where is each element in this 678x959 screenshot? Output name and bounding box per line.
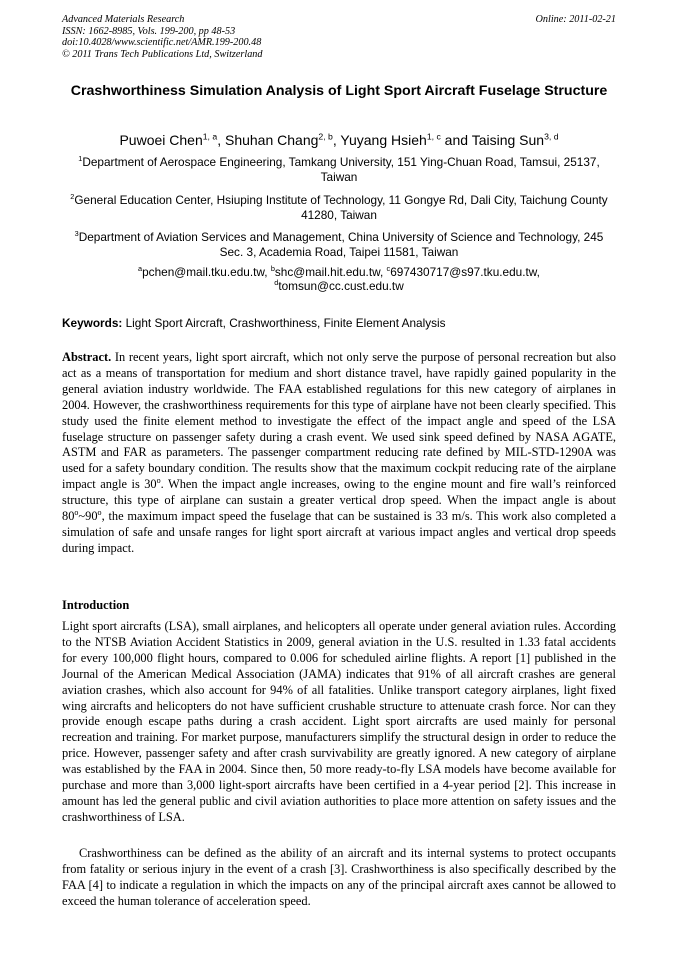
affiliation-number: 2 bbox=[70, 192, 75, 202]
affiliation-text: Department of Aviation Services and Management, China University of Science and Technology, 245 Sec. 3, Academia Road, Taipei 11581, Taiwan bbox=[78, 230, 604, 259]
degree-mark: o bbox=[74, 507, 79, 517]
affiliation-number: 3 bbox=[74, 229, 79, 239]
affiliation-text: Department of Aerospace Engineering, Tamkang University, 151 Ying-Chuan Road, Tamsui, 25137, Taiwan bbox=[82, 155, 600, 184]
email-address: tomsun@cc.cust.edu.tw bbox=[278, 279, 404, 293]
author-name: Puwoei Chen bbox=[119, 132, 203, 148]
introduction-paragraph-1: Light sport aircrafts (LSA), small airplanes, and helicopters all operate under general aviation rules. According to the NTSB Aviation Accident Statistics in 2009, general aviation in the U.S. resulted in 1.33 fatal accidents for every 100,000 flight hours, compared to 0.006 for scheduled airline flights. A report [1] published in the Journal of the American Medical Association (JAMA) indicates that 91% of all aircraft crashes are general aviation crashes, which also account for 94% of all fatalities. Unlike transport category airplanes, light fixed wing aircrafts and helicopters do not have sufficient crushable structure to attenuate crash force. Nor can they provide enough escape paths during a crash accident. Light sport aircrafts are used mainly for personal recreation and training. For market purpose, manufacturers simplify the structural design in order to reduce the price. However, passenger safety and after crash survivability are greatly ignored. A new category of airplane was established by the FAA in 2004. Since then, 50 more ready-to-fly LSA models have become available for purchase and more than 3,000 light-sport aircrafts have been certified in a 4-year period [2]. This increase in amount has led the general public and civil aviation authorities to place more attention on safety issues and the crashworthiness of LSA. bbox=[62, 619, 616, 824]
author-name: Taising Sun bbox=[471, 132, 545, 148]
journal-name: Advanced Materials Research bbox=[62, 14, 185, 25]
author-affiliation-mark: 1, c bbox=[426, 131, 441, 142]
online-date: Online: 2011-02-21 bbox=[535, 14, 616, 25]
author-affiliation-mark: 1, a bbox=[202, 131, 218, 142]
paper-title: Crashworthiness Simulation Analysis of Light Sport Aircraft Fuselage Structure bbox=[70, 83, 608, 99]
author-list bbox=[62, 131, 616, 149]
keywords-label: Keywords: bbox=[62, 316, 123, 330]
introduction-paragraph-2: Crashworthiness can be defined as the ability of an aircraft and its internal systems to protect occupants from fatality or serious injury in the event of a crash [3]. Crashworthiness is also specifically described by the FAA [4] to indicate a regulation in which the impacts on any of the principal aircraft axes cannot be allowed to exceed the human tolerance of acceleration speed. bbox=[62, 846, 616, 908]
email-mark: a bbox=[138, 264, 143, 274]
author-separator: , bbox=[332, 132, 341, 148]
degree-mark: o bbox=[156, 476, 161, 486]
keywords-text: Light Sport Aircraft, Crashworthiness, Finite Element Analysis bbox=[125, 316, 446, 330]
affiliation-3 bbox=[62, 230, 616, 260]
author-affiliation-mark: 3, d bbox=[544, 131, 559, 142]
email-address: 697430717@s97.tku.edu.tw bbox=[390, 265, 537, 279]
copyright-line: © 2011 Trans Tech Publications Ltd, Switzerland bbox=[62, 48, 263, 60]
email-mark: b bbox=[270, 264, 275, 274]
author-name: Shuhan Chang bbox=[224, 132, 319, 148]
author-affiliation-mark: 2, b bbox=[318, 131, 333, 142]
abstract-text-1: In recent years, light sport aircraft, which not only serve the purpose of personal recreation but also act as a means of transportation for medium and short distance travel, have rapidly gained popularity in the general aviation industry worldwide. The FAA established regulations for this new category of airplanes in 2004. However, the crashworthiness requirements for this type of airplane have not been clearly specified. This study used the finite element method to investigate the effect of the impact angle and speed of the LSA fuselage structure on passenger safety during a crash event. We used sink speed defined by NASA AGATE, ASTM and FAR as parameters. The passenger compartment reducing rate defined by MIL-STD-1290A was used for a safety boundary condition. The results show that the maximum cockpit reducing rate of the airplane impact angle is 30 bbox=[62, 350, 616, 492]
author-separator: , bbox=[217, 132, 225, 148]
degree-mark: o bbox=[97, 507, 102, 517]
abstract-text-3: ~90 bbox=[78, 509, 98, 524]
email-list: $^a$pchen@mail.tku.edu.tw, $^b$shc@mail.hit.edu.tw, $^c$697430717@s97.tku.edu.tw, $^d$tomsun@cc.cust.edu.tw bbox=[138, 264, 540, 293]
affiliation-text: General Education Center, Hsiuping Institute of Technology, 11 Gongye Rd, Dali City, Taichung County 41280, Taiwan bbox=[74, 193, 608, 222]
introduction-heading: Introduction bbox=[62, 598, 130, 612]
keywords bbox=[62, 316, 616, 331]
affiliation-2 bbox=[62, 193, 616, 223]
abstract-text-2: . When the impact angle increases, owing to the engine mount and fire wall’s reinforced structure, this type of airplane can sustain a greater vertical drop speed. When the impact angle is about 80 bbox=[62, 477, 616, 524]
abstract-text-4: , the maximum impact speed the fuselage that can be sustained is 33 m/s. This work also completed a simulation of safe and unsafe ranges for light sport aircraft at various impact angles and vertical drop speeds during impact. bbox=[62, 509, 616, 555]
email-address: pchen@mail.tku.edu.tw bbox=[142, 265, 265, 279]
email-mark: d bbox=[274, 278, 279, 288]
email-mark: c bbox=[386, 264, 391, 274]
affiliation-1 bbox=[62, 155, 616, 185]
author-name: Yuyang Hsieh bbox=[340, 132, 427, 148]
abstract-label: Abstract. bbox=[62, 350, 112, 364]
abstract bbox=[62, 350, 616, 557]
affiliation-number: 1 bbox=[78, 154, 83, 164]
author-separator: and bbox=[440, 132, 472, 148]
email-address: shc@mail.hit.edu.tw bbox=[274, 265, 380, 279]
doi-line: doi:10.4028/www.scientific.net/AMR.199-200.48 bbox=[62, 37, 262, 49]
journal-header bbox=[62, 14, 616, 60]
issn-line: ISSN: 1662-8985, Vols. 199-200, pp 48-53 bbox=[62, 25, 236, 37]
